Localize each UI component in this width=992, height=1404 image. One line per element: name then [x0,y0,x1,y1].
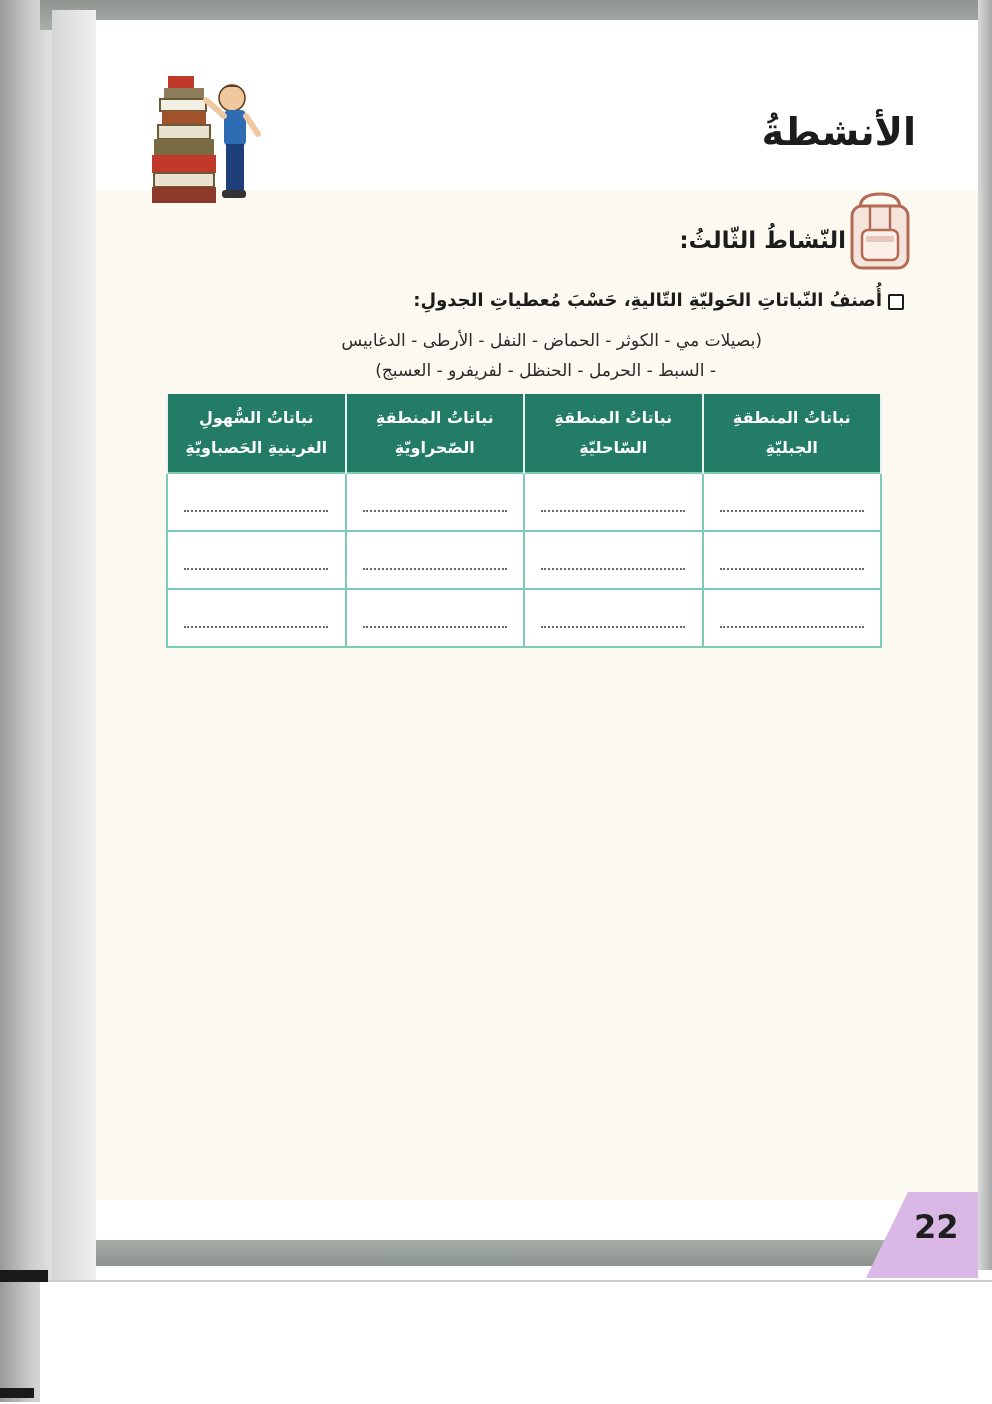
dotted-line [720,625,864,628]
dotted-line [184,509,328,512]
dotted-line [720,509,864,512]
scan-black-edge [0,1270,48,1282]
answer-cell[interactable] [346,473,525,531]
dotted-line [541,567,685,570]
page-gutter-shadow [52,10,96,1280]
page-title: الأنشطةُ [761,110,916,154]
page-number: 22 [914,1208,959,1246]
answer-cell[interactable] [703,589,882,647]
dotted-line [720,567,864,570]
scan-left-edge [0,0,52,1402]
table-row [167,473,881,531]
dotted-line [541,509,685,512]
dotted-line [363,567,507,570]
instruction [413,290,904,311]
answer-cell[interactable] [346,531,525,589]
dotted-line [541,625,685,628]
plant-word-list [242,326,762,386]
table-header-row [167,394,881,473]
scan-right-edge [978,0,992,1270]
school-bag-icon [842,190,918,272]
checkbox-icon [888,294,904,310]
answer-cell[interactable] [167,589,346,647]
header-desert-plants: نباتاتُ المنطقةِ الصّحراويّةِ [346,394,525,473]
word-list-line-2: - السبط - الحرمل - الحنظل - لفريفرو - العسبج) [375,361,716,381]
answer-cell[interactable] [703,531,882,589]
answer-cell[interactable] [524,589,703,647]
scan-black-edge-lower [0,1388,34,1398]
dotted-line [363,509,507,512]
dotted-line [184,567,328,570]
dotted-line [363,625,507,628]
classification-table [166,394,882,648]
answer-cell[interactable] [167,473,346,531]
table-row [167,531,881,589]
answer-cell[interactable] [524,531,703,589]
header-plains-plants: نباتاتُ السُّهولِ الغرينيةِ الحَصباويّةِ [167,394,346,473]
table-row [167,589,881,647]
activity-heading: النّشاطُ الثّالثُ: [679,228,846,254]
answer-cell[interactable] [167,531,346,589]
word-list-line-1: (بصيلات مي - الكوثر - الحماض - النفل - الأرطى - الدغابيس [341,331,762,351]
bottom-band [96,1240,978,1266]
answer-cell[interactable] [703,473,882,531]
scan-bottom-area [40,1280,992,1404]
header-coastal-plants: نباتاتُ المنطقةِ السّاحليّةِ [524,394,703,473]
answer-cell[interactable] [346,589,525,647]
books-illustration-icon [150,56,270,208]
answer-cell[interactable] [524,473,703,531]
instruction-text: أُصنفُ النّباتاتِ الحَوليّةِ التّاليةِ، حَسْبَ مُعطياتِ الجدولِ: [413,290,882,311]
header-mountain-plants: نباتاتُ المنطقةِ الجبليّةِ [703,394,882,473]
dotted-line [184,625,328,628]
